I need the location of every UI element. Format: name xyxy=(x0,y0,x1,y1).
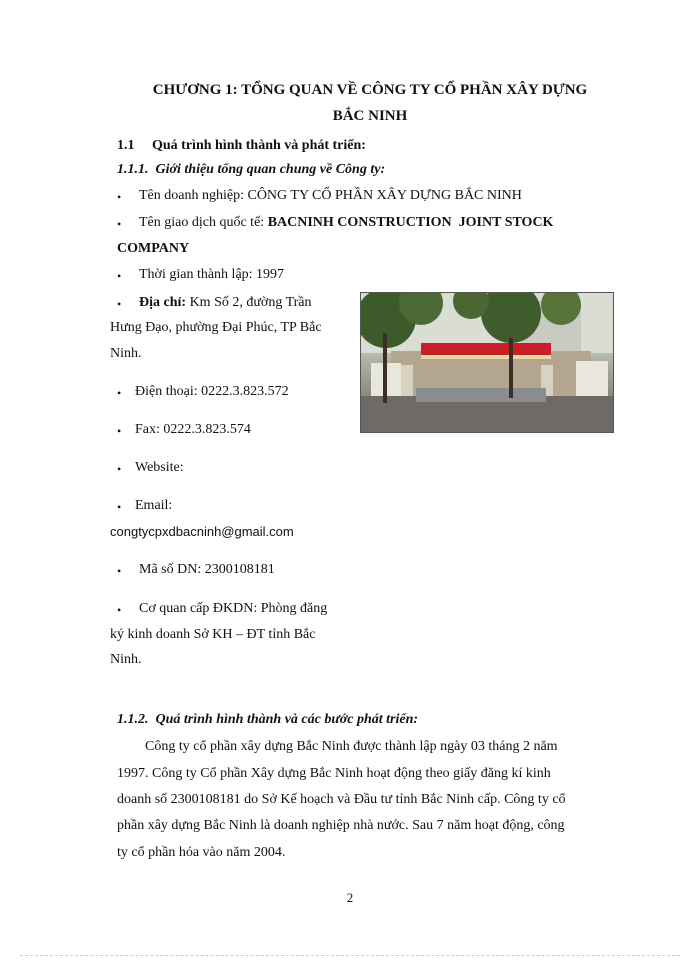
tax-code-item: Mã số DN: 2300108181 xyxy=(139,562,275,577)
chapter-title-line1: CHƯƠNG 1: TỔNG QUAN VỀ CÔNG TY CỔ PHẦN XÂY DỰNG xyxy=(152,82,588,98)
issuer-line1: Cơ quan cấp ĐKDN: Phòng đăng xyxy=(139,601,328,616)
trade-name-label: Tên giao dịch quốc tế: xyxy=(139,215,268,230)
section-heading-1-1-1: 1.1.1. Giới thiệu tổng quan chung về Công ty: xyxy=(117,162,386,177)
paragraph-line-2: 1997. Công ty Cổ phần Xây dựng Bắc Ninh hoạt động theo giấy đăng kí kinh xyxy=(117,766,551,781)
section-heading-1-1-2: 1.1.2. Quá trình hình thành và các bước phát triển: xyxy=(117,712,419,727)
paragraph-line-1: Công ty cổ phần xây dựng Bắc Ninh được thành lập ngày 03 tháng 2 năm xyxy=(145,739,558,754)
bullet-icon: • xyxy=(117,462,122,476)
address-line3: Ninh. xyxy=(110,346,142,361)
fax-item: Fax: 0222.3.823.574 xyxy=(135,422,251,437)
company-building-photo xyxy=(360,292,614,433)
bullet-icon: • xyxy=(117,603,122,617)
section-heading-1-1: 1.1 Quá trình hình thành và phát triển: xyxy=(117,138,366,153)
issuer-line3: Ninh. xyxy=(110,652,142,667)
bullet-icon: • xyxy=(117,190,122,204)
email-value: congtycpxdbacninh@gmail.com xyxy=(110,524,294,539)
trade-name-item xyxy=(139,215,613,231)
company-name-value: CÔNG TY CỔ PHẦN XÂY DỰNG BẮC NINH xyxy=(247,188,522,203)
bullet-icon: • xyxy=(117,564,122,578)
bullet-icon: • xyxy=(117,500,122,514)
address-line1-text: Km Số 2, đường Trần xyxy=(186,295,312,310)
founded-item: Thời gian thành lập: 1997 xyxy=(139,267,285,282)
company-name-item xyxy=(139,188,522,204)
address-line1 xyxy=(139,295,312,311)
trade-name-value-line2: COMPANY xyxy=(117,241,190,256)
website-item: Website: xyxy=(135,460,184,475)
bullet-icon: • xyxy=(117,217,122,231)
email-label: Email: xyxy=(135,498,173,513)
paragraph-line-4: phần xây dựng Bắc Ninh là doanh nghiệp nhà nước. Sau 7 năm hoạt động, công xyxy=(117,818,565,833)
issuer-line2: ký kinh doanh Sở KH – ĐT tỉnh Bắc xyxy=(110,627,316,642)
paragraph-line-3: doanh số 2300108181 do Sở Kế hoạch và Đầu tư tỉnh Bắc Ninh cấp. Công ty cổ xyxy=(117,792,566,807)
bullet-icon: • xyxy=(117,386,122,400)
company-name-label: Tên doanh nghiệp: xyxy=(139,188,248,203)
chapter-title-line2: BẮC NINH xyxy=(332,108,408,124)
address-label: Địa chỉ: xyxy=(139,295,187,310)
bullet-icon: • xyxy=(117,269,122,283)
bullet-icon: • xyxy=(117,424,122,438)
page-bottom-divider xyxy=(20,955,680,956)
phone-item: Điện thoại: 0222.3.823.572 xyxy=(135,384,289,399)
company-building-image xyxy=(361,293,613,432)
trade-name-value-line1: BACNINH CONSTRUCTION JOINT STOCK xyxy=(267,215,554,230)
paragraph-line-5: ty cổ phần hóa vào năm 2004. xyxy=(117,845,286,860)
address-line2: Hưng Đạo, phường Đại Phúc, TP Bắc xyxy=(110,320,322,335)
bullet-icon: • xyxy=(117,297,122,311)
page-number: 2 xyxy=(346,890,354,905)
